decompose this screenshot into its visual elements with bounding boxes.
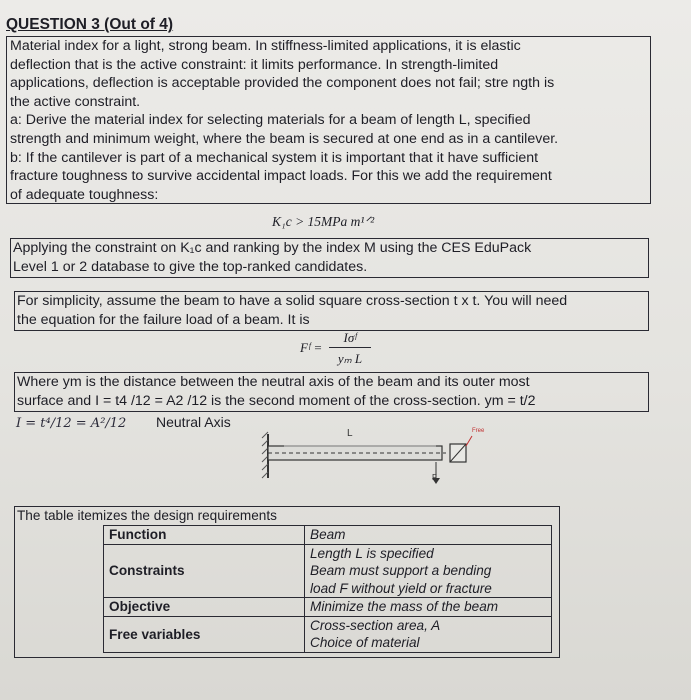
length-label: L (347, 428, 353, 439)
constraint-line: load F without yield or fracture (310, 580, 492, 596)
intro-line: of adequate toughness: (10, 186, 159, 203)
table-row (104, 526, 552, 545)
constraint-line: Length L is specified (310, 545, 434, 561)
intro-line: Material index for a light, strong beam. In stiffness-limited applications, it is elastic (10, 38, 521, 54)
table-row (104, 616, 552, 652)
handwritten-note: I = t⁴/12 = A²/12 (16, 416, 127, 431)
failure-formula-denominator: yₘ L (337, 351, 363, 366)
table-box (14, 506, 560, 658)
row-value-free-variables (305, 616, 552, 652)
row-label-objective: Objective (104, 598, 305, 617)
force-label: F (432, 473, 437, 482)
failure-formula-lhs: Fᶠ = (300, 340, 323, 355)
simplicity-line: the equation for the failure load of a beam. It is (17, 311, 310, 328)
intro-line: strength and minimum weight, where the beam is secured at one end as in a cantilever. (10, 130, 559, 147)
table-caption: The table itemizes the design requirements (17, 508, 277, 523)
row-label-free-variables: Free variables (104, 616, 305, 652)
fraction-bar (329, 347, 371, 348)
question-title: QUESTION 3 (Out of 4) (6, 16, 174, 33)
intro-line: a: Derive the material index for selecting materials for a beam of length L, specified (10, 112, 531, 129)
cantilever-diagram (250, 420, 490, 490)
simplicity-line: For simplicity, assume the beam to have a solid square cross-section t x t. You will need (17, 293, 568, 309)
intro-line: deflection that is the active constraint: it limits performance. In strength-limited (10, 56, 499, 73)
intro-line: applications, deflection is acceptable provided the component does not fail; stre ngth is (10, 75, 555, 92)
where-box (14, 372, 649, 412)
requirements-table (103, 525, 552, 653)
table-row (104, 544, 552, 598)
intro-line: fracture toughness to survive accidental impact loads. For this we add the requirement (10, 168, 552, 185)
simplicity-box (14, 291, 649, 331)
constraint-line: Beam must support a bending (310, 563, 492, 578)
intro-line: b: If the cantilever is part of a mechanical system it is important that it have sufficient (10, 149, 539, 166)
row-value-constraints (305, 544, 552, 598)
applying-line: Applying the constraint on K₁c and ranking by the index M using the CES EduPack (13, 240, 532, 256)
neutral-axis-label: Neutral Axis (156, 414, 231, 430)
intro-box (6, 36, 651, 204)
free-pointer (466, 436, 472, 446)
row-value-function: Beam (305, 526, 552, 545)
applying-line: Level 1 or 2 database to give the top-ranked candidates. (13, 258, 368, 275)
row-label-function: Function (104, 526, 305, 545)
free-variable-line: Cross-section area, A (310, 617, 441, 633)
toughness-formula: K₁c > 15MPa m¹ᐟ² (272, 214, 375, 229)
free-label: Free (472, 428, 485, 434)
failure-formula-numerator: Iσᶠ (343, 330, 357, 345)
intro-line: the active constraint. (10, 93, 141, 110)
applying-box (10, 238, 649, 278)
where-line: Where ym is the distance between the neutral axis of the beam and its outer most (17, 374, 530, 390)
row-value-objective: Minimize the mass of the beam (305, 598, 552, 617)
table-row (104, 598, 552, 617)
free-variable-line: Choice of material (310, 635, 420, 650)
where-line: surface and I = t4 /12 = A2 /12 is the second moment of the cross-section. ym = t/2 (17, 392, 536, 409)
row-label-constraints: Constraints (104, 544, 305, 598)
